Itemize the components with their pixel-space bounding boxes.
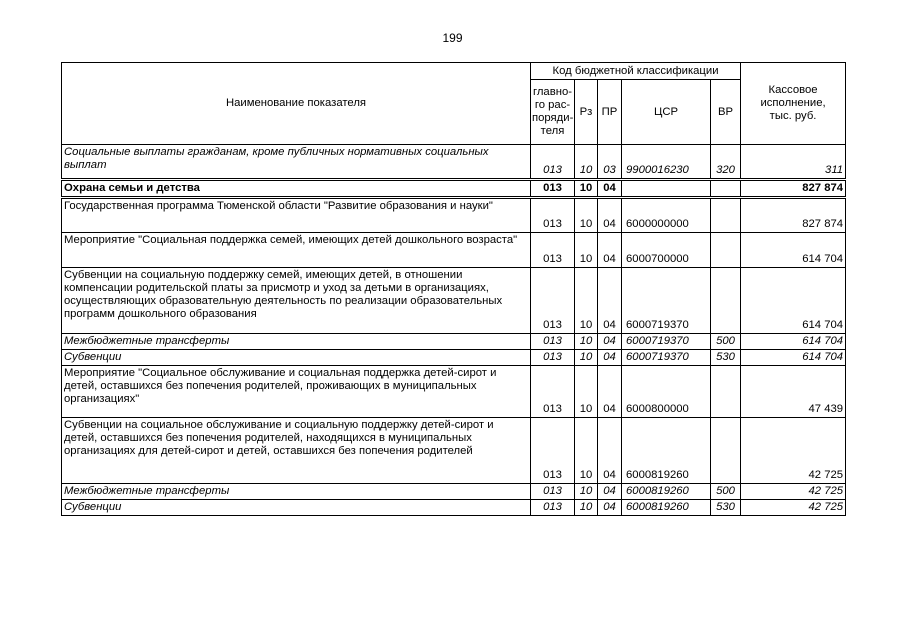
cell-glavn: 013 [531,500,575,516]
table-row [62,418,846,484]
cell-rz: 10 [575,418,598,484]
cell-vr: 500 [711,484,741,500]
cell-csr: 6000800000 [622,366,711,418]
cell-name: Субвенции [62,350,531,366]
cell-vr [711,268,741,334]
header-amount: Кассовое исполнение, тыс. руб. [741,63,846,145]
cell-rz: 10 [575,180,598,198]
table-body [62,145,846,516]
table-row [62,334,846,350]
cell-name: Государственная программа Тюменской области "Развитие образования и науки" [62,198,531,233]
cell-name: Субвенции на социальную поддержку семей, имеющих детей, в отношении компенсации родительской платы за присмотр и уход за детьми в организациях, осуществляющих образовательную деятельность по реализации образовательных программ дошкольного образования [62,268,531,334]
cell-vr [711,418,741,484]
cell-name: Мероприятие "Социальное обслуживание и социальная поддержка детей-сирот и детей, оставшихся без попечения родителей, проживающих в муниципальных организациях" [62,366,531,418]
cell-pr: 04 [598,418,622,484]
cell-rz: 10 [575,145,598,180]
cell-csr: 6000819260 [622,418,711,484]
cell-glavn: 013 [531,350,575,366]
cell-csr: 6000000000 [622,198,711,233]
cell-csr: 6000700000 [622,233,711,268]
cell-csr [622,180,711,198]
cell-vr [711,366,741,418]
cell-amount: 47 439 [741,366,846,418]
cell-glavn: 013 [531,334,575,350]
cell-rz: 10 [575,233,598,268]
cell-vr: 530 [711,350,741,366]
page-number: 199 [442,31,463,45]
table-row [62,145,846,180]
table-row [62,366,846,418]
cell-name: Межбюджетные трансферты [62,484,531,500]
cell-rz: 10 [575,366,598,418]
cell-csr: 6000719370 [622,268,711,334]
cell-pr: 04 [598,350,622,366]
header-csr: ЦСР [622,80,711,145]
cell-rz: 10 [575,484,598,500]
cell-pr: 04 [598,268,622,334]
cell-pr: 04 [598,366,622,418]
cell-glavn: 013 [531,198,575,233]
cell-pr: 04 [598,484,622,500]
header-rz: Рз [575,80,598,145]
cell-glavn: 013 [531,233,575,268]
table-header [62,63,846,145]
header-pr: ПР [598,80,622,145]
cell-vr: 530 [711,500,741,516]
cell-pr: 04 [598,500,622,516]
cell-glavn: 013 [531,366,575,418]
cell-name: Социальные выплаты гражданам, кроме публичных нормативных социальных выплат [62,145,531,180]
cell-vr [711,180,741,198]
budget-table [61,62,846,516]
cell-pr: 03 [598,145,622,180]
cell-name: Субвенции [62,500,531,516]
cell-vr: 500 [711,334,741,350]
cell-amount: 614 704 [741,268,846,334]
cell-glavn: 013 [531,418,575,484]
cell-name: Охрана семьи и детства [62,180,531,198]
cell-name: Межбюджетные трансферты [62,334,531,350]
header-glavn: главно- го рас- поряди- теля [531,80,575,145]
cell-amount: 311 [741,145,846,180]
table-row [62,500,846,516]
table-row [62,233,846,268]
cell-amount: 614 704 [741,233,846,268]
cell-csr: 9900016230 [622,145,711,180]
cell-vr [711,233,741,268]
cell-pr: 04 [598,334,622,350]
header-kbk: Код бюджетной классификации [531,63,741,80]
cell-csr: 6000819260 [622,484,711,500]
cell-amount: 614 704 [741,350,846,366]
cell-amount: 42 725 [741,418,846,484]
cell-amount: 827 874 [741,180,846,198]
table-row [62,268,846,334]
cell-pr: 04 [598,180,622,198]
cell-amount: 827 874 [741,198,846,233]
cell-vr [711,198,741,233]
cell-rz: 10 [575,268,598,334]
cell-pr: 04 [598,233,622,268]
cell-glavn: 013 [531,268,575,334]
cell-vr: 320 [711,145,741,180]
cell-pr: 04 [598,198,622,233]
cell-name: Субвенции на социальное обслуживание и социальную поддержку детей-сирот и детей, оставшихся без попечения родителей, находящихся в муниципальных организациях для детей-сирот и детей, оставшихся без попечения родителей [62,418,531,484]
cell-name: Мероприятие "Социальная поддержка семей, имеющих детей дошкольного возраста" [62,233,531,268]
cell-rz: 10 [575,334,598,350]
cell-csr: 6000819260 [622,500,711,516]
cell-rz: 10 [575,500,598,516]
header-name: Наименование показателя [62,63,531,145]
cell-rz: 10 [575,198,598,233]
cell-rz: 10 [575,350,598,366]
cell-csr: 6000719370 [622,350,711,366]
cell-amount: 614 704 [741,334,846,350]
cell-glavn: 013 [531,484,575,500]
table-row [62,350,846,366]
table-row [62,198,846,233]
cell-glavn: 013 [531,145,575,180]
cell-csr: 6000719370 [622,334,711,350]
cell-amount: 42 725 [741,500,846,516]
cell-amount: 42 725 [741,484,846,500]
table-row [62,180,846,198]
table-row [62,484,846,500]
cell-glavn: 013 [531,180,575,198]
header-vr: ВР [711,80,741,145]
